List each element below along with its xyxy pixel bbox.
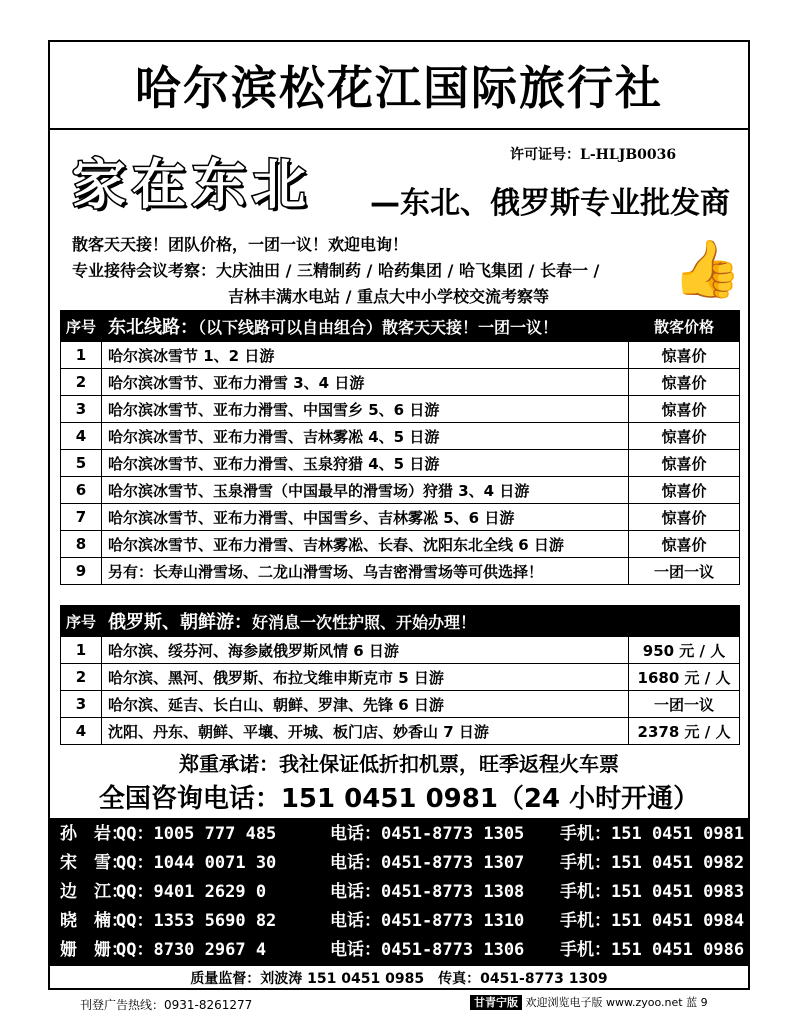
section-title: 俄罗斯、朝鲜游： [108,612,252,633]
route-price: 一团一议 [629,691,740,718]
contact-qq: QQ：1005 777 485 [116,824,277,844]
contact-name: 宋 雪： [60,853,128,873]
route-number: 1 [61,637,102,664]
table-row [61,558,740,585]
contact-name: 边 江： [60,882,128,902]
contact-row [50,878,748,907]
route-price: 惊喜价 [629,450,740,477]
route-price: 惊喜价 [629,369,740,396]
table-row [61,637,740,664]
brand-logo-text: 家在东北 [72,153,312,216]
route-price: 惊喜价 [629,477,740,504]
route-name: 哈尔滨冰雪节、亚布力滑雪、玉泉狩猎 4、5 日游 [102,450,629,477]
col-num-header: 序号 [61,311,102,342]
promise-text: 郑重承诺：我社保证低折扣机票，旺季返程火车票 [179,752,619,776]
contact-phone: 电话：0451-8773 1307 [330,853,525,873]
contact-name: 晓 楠： [60,911,128,931]
table-row [61,369,740,396]
contact-qq: QQ：8730 2967 4 [116,940,267,960]
ad-hotline: 刊登广告热线：0931-8261277 [80,998,253,1012]
contact-qq: QQ：1044 0071 30 [116,853,277,873]
intro-line-3: 吉林丰满水电站 / 重点大中小学校交流考察等 [228,287,549,306]
route-price: 惊喜价 [629,504,740,531]
route-number: 8 [61,531,102,558]
route-number: 4 [61,423,102,450]
table-header [61,311,740,342]
table-row [61,504,740,531]
ad-frame [48,40,750,990]
route-price: 惊喜价 [629,396,740,423]
page-number: 蓝 9 [686,996,708,1009]
route-price: 一团一议 [629,558,740,585]
contact-mobile: 手机：151 0451 0984 [560,911,745,931]
route-number: 1 [61,342,102,369]
table-row [61,691,740,718]
route-number: 3 [61,691,102,718]
route-number: 7 [61,504,102,531]
route-number: 9 [61,558,102,585]
route-name: 哈尔滨冰雪节、亚布力滑雪 3、4 日游 [102,369,629,396]
col-num-header: 序号 [61,606,102,637]
contact-phone: 电话：0451-8773 1306 [330,940,525,960]
route-name: 哈尔滨冰雪节、亚布力滑雪、中国雪乡 5、6 日游 [102,396,629,423]
contact-row [50,907,748,936]
route-price: 2378 元 / 人 [629,718,740,745]
table-row [61,477,740,504]
route-number: 2 [61,664,102,691]
intro-line-2: 专业接待会议考察：大庆油田 / 三精制药 / 哈药集团 / 哈飞集团 / 长春一 / [72,261,600,280]
online-edition: 欢迎浏览电子版 www.zyoo.net [525,996,683,1009]
contact-row [50,820,748,849]
contacts-panel [50,818,748,966]
contact-mobile: 手机：151 0451 0982 [560,853,745,873]
contact-row [50,936,748,965]
national-hotline: 全国咨询电话：151 0451 0981（24 小时开通） [98,784,700,814]
section-note: （以下线路可以自由组合）散客天天接！一团一议！ [198,318,559,337]
route-name: 哈尔滨冰雪节、亚布力滑雪、吉林雾凇、长春、沈阳东北全线 6 日游 [102,531,629,558]
thumbs-up-icon: 👍 [672,237,742,302]
route-name: 哈尔滨、黑河、俄罗斯、布拉戈维申斯克市 5 日游 [102,664,629,691]
contact-phone: 电话：0451-8773 1305 [330,824,525,844]
table-row [61,450,740,477]
route-name: 哈尔滨、绥芬河、海参崴俄罗斯风情 6 日游 [102,637,629,664]
table-row [61,423,740,450]
contact-mobile: 手机：151 0451 0983 [560,882,745,902]
contact-name: 姗 姗： [60,940,128,960]
route-number: 4 [61,718,102,745]
route-name: 哈尔滨冰雪节、亚布力滑雪、吉林雾凇 4、5 日游 [102,423,629,450]
route-name: 沈阳、丹东、朝鲜、平壤、开城、板门店、妙香山 7 日游 [102,718,629,745]
section-header [102,606,740,637]
section-header [102,311,629,342]
route-price: 惊喜价 [629,342,740,369]
route-name: 哈尔滨冰雪节、亚布力滑雪、中国雪乡、吉林雾凇 5、6 日游 [102,504,629,531]
contact-mobile: 手机：151 0451 0986 [560,940,745,960]
section-title: 东北线路： [108,317,198,338]
license-number: 许可证号：L-HLJB0036 [510,147,677,163]
route-price: 惊喜价 [629,531,740,558]
slogan: —东北、俄罗斯专业批发商 [370,186,730,221]
quality-supervision: 质量监督：刘波涛 151 0451 0985 传真：0451-8773 1309 [190,971,608,987]
route-name: 哈尔滨冰雪节 1、2 日游 [102,342,629,369]
contact-mobile: 手机：151 0451 0981 [560,824,745,844]
route-number: 2 [61,369,102,396]
title-divider [50,128,748,130]
contact-name: 孙 岩： [60,824,128,844]
contact-row [50,849,748,878]
contact-phone: 电话：0451-8773 1310 [330,911,525,931]
table-header [61,606,740,637]
table-row [61,531,740,558]
route-price: 950 元 / 人 [629,637,740,664]
route-price: 1680 元 / 人 [629,664,740,691]
northeast-routes-table [60,310,740,585]
agency-title: 哈尔滨松花江国际旅行社 [135,61,663,115]
route-number: 5 [61,450,102,477]
contact-qq: QQ：9401 2629 0 [116,882,267,902]
contact-qq: QQ：1353 5690 82 [116,911,277,931]
table-row [61,396,740,423]
route-number: 6 [61,477,102,504]
table-row [61,718,740,745]
route-price: 惊喜价 [629,423,740,450]
route-number: 3 [61,396,102,423]
route-name: 哈尔滨、延吉、长白山、朝鲜、罗津、先锋 6 日游 [102,691,629,718]
route-name: 哈尔滨冰雪节、玉泉滑雪（中国最早的滑雪场）狩猎 3、4 日游 [102,477,629,504]
table-row [61,342,740,369]
page-footer [470,994,708,1010]
table-row [61,664,740,691]
edition-tag: 甘青宁版 [470,995,522,1010]
intro-line-1: 散客天天接！团队价格，一团一议！欢迎电询！ [72,235,409,254]
route-name: 另有：长寿山滑雪场、二龙山滑雪场、乌吉密滑雪场等可供选择！ [102,558,629,585]
section-note: 好消息一次性护照、开始办理！ [252,613,477,632]
col-price-header: 散客价格 [629,311,740,342]
contact-phone: 电话：0451-8773 1308 [330,882,525,902]
russia-routes-table [60,605,740,745]
